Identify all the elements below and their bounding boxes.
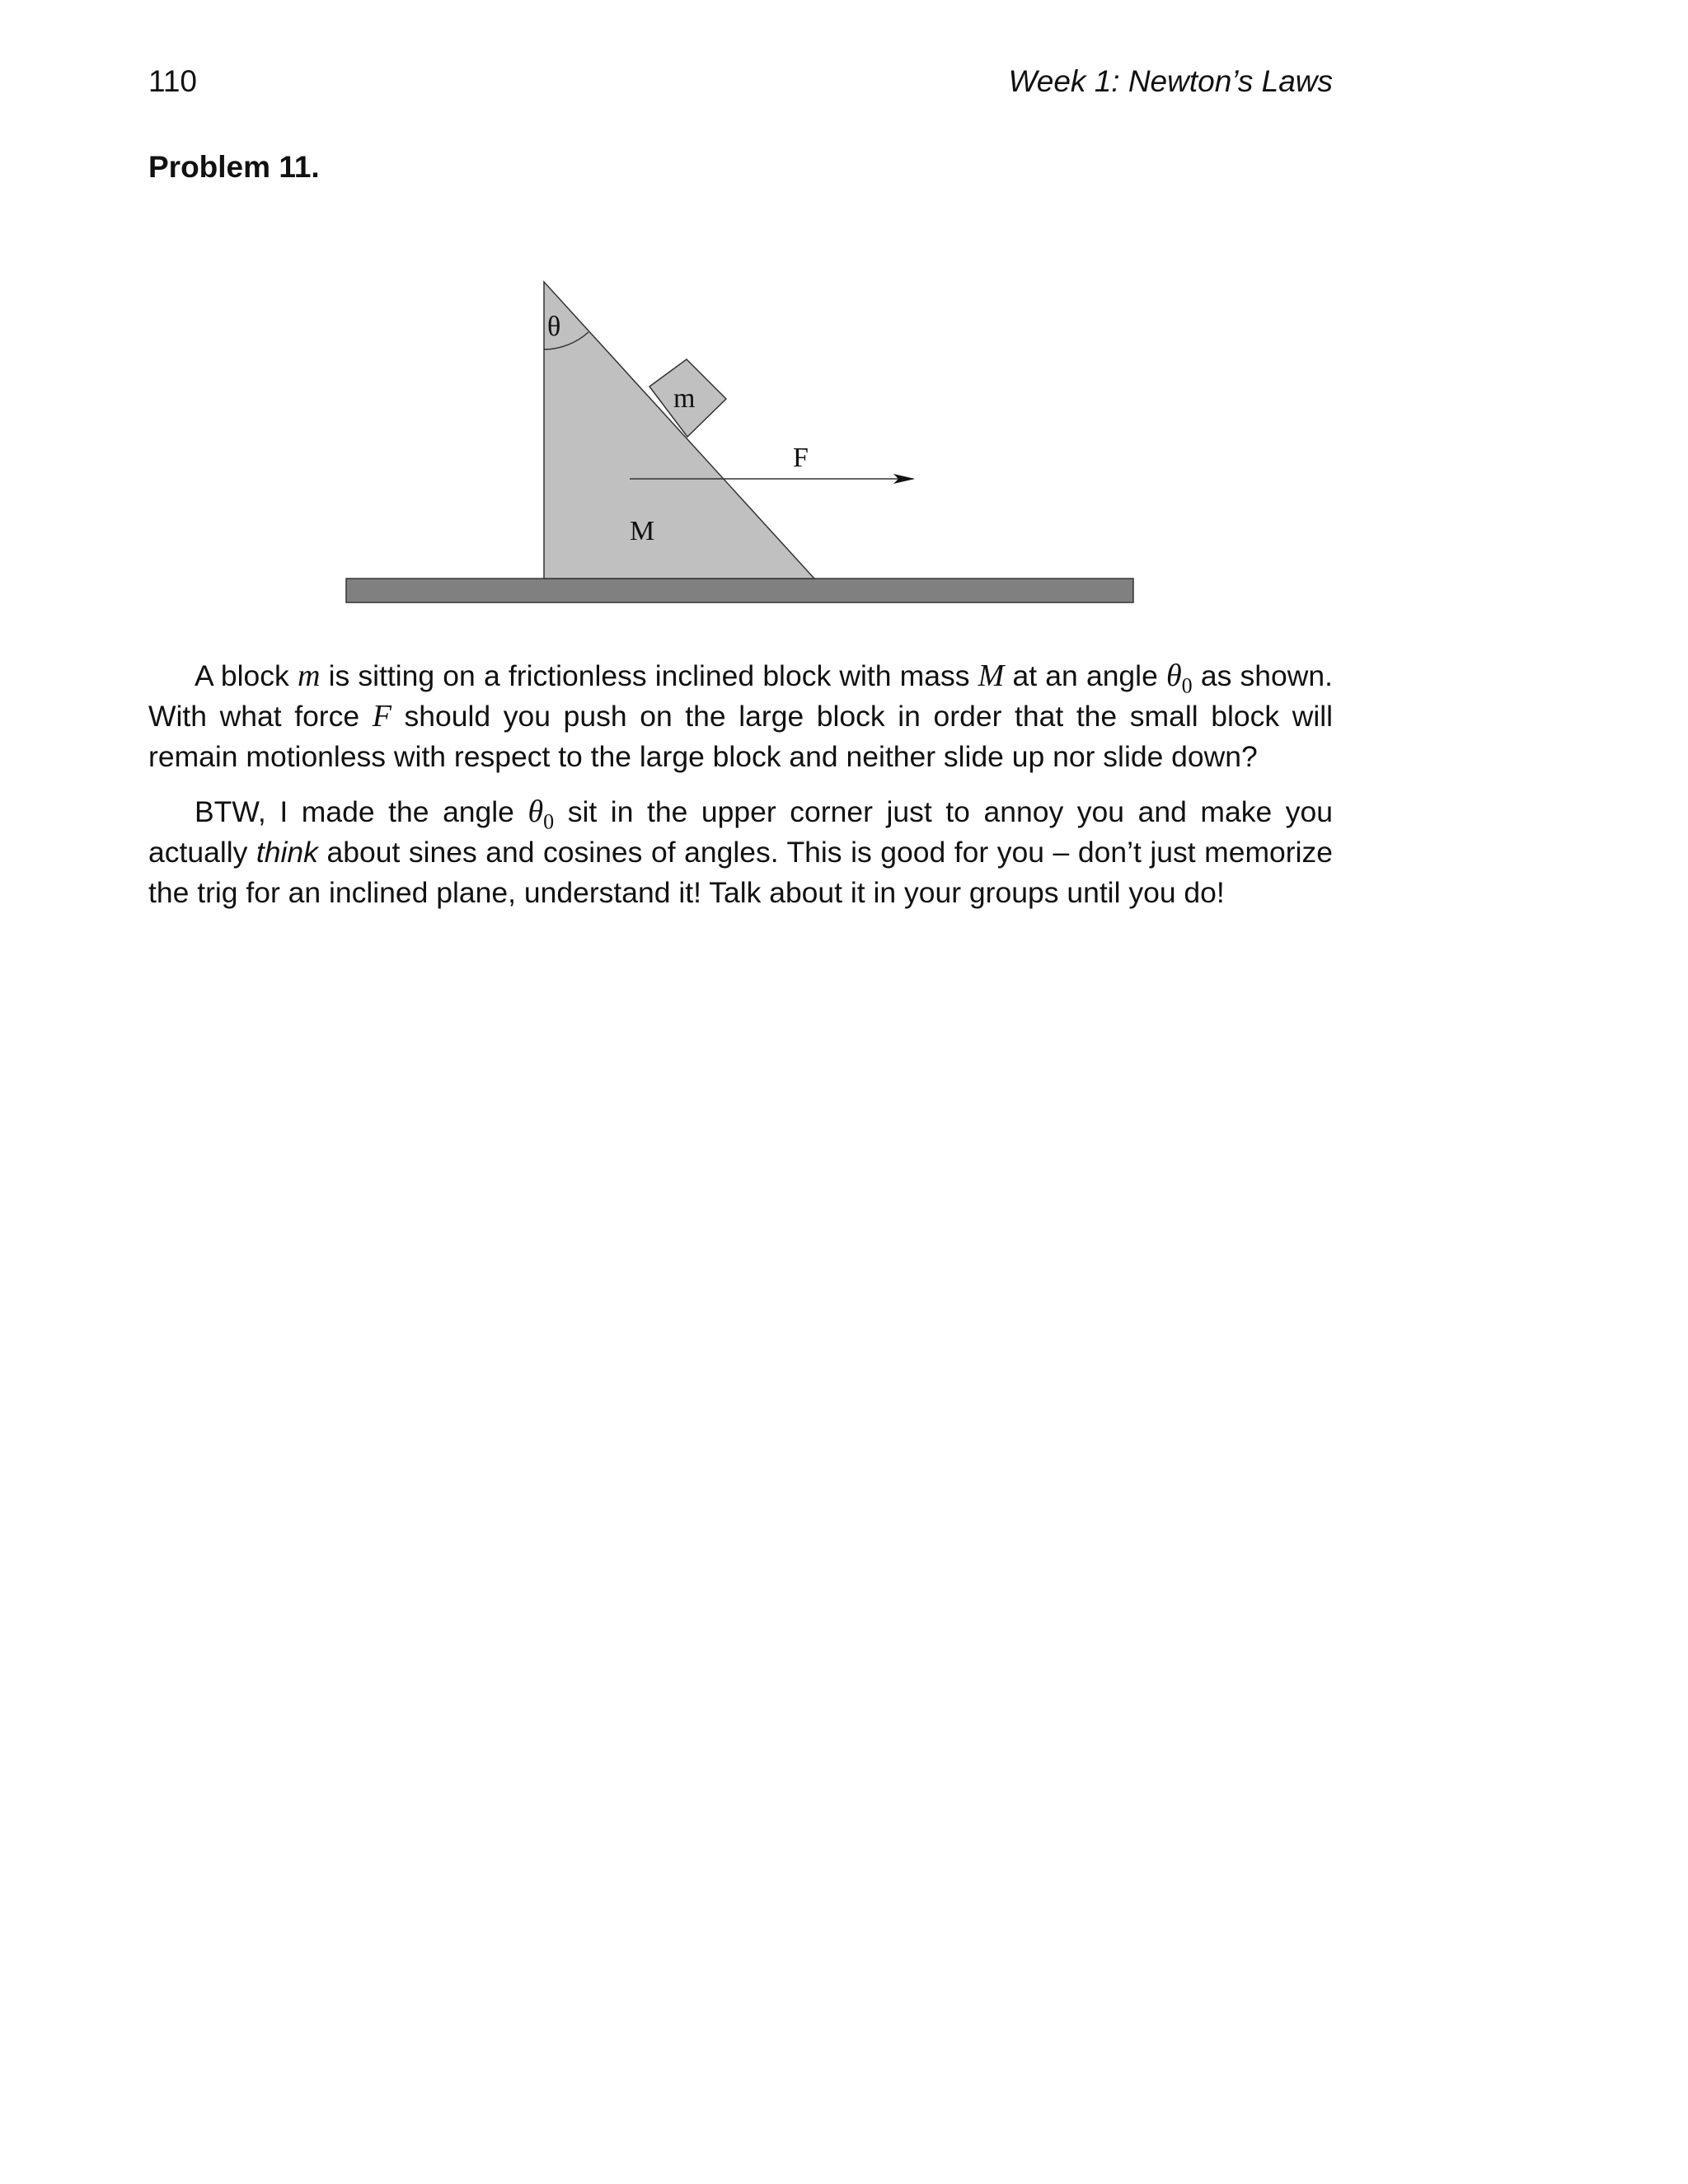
incline-figure — [0, 0, 1688, 626]
text-fragment: is sitting on a frictionless inclined block with mass — [320, 659, 978, 692]
math-subscript: 0 — [1181, 673, 1193, 698]
running-header: Week 1: Newton’s Laws — [1008, 64, 1333, 98]
angle-label: θ — [547, 312, 561, 342]
text-fragment: sit in the upper corner just to annoy you and make you actually — [148, 795, 1333, 869]
problem-paragraph-1 — [148, 656, 1333, 777]
math-subscript: 0 — [543, 809, 555, 834]
large-incline-block — [544, 282, 814, 579]
math-M: M — [978, 658, 1005, 693]
text-fragment: about sines and cosines of angles. This is good for you – don’t just memorize the trig for an inclined plane, understand it! Talk about it in your groups until you do! — [148, 836, 1333, 909]
text-fragment: should you push on the large block in order that the small block will remain motionless with respect to the large block and neither slide up nor slide down? — [148, 700, 1334, 773]
text-fragment: A block — [195, 659, 298, 692]
math-m: m — [297, 658, 321, 693]
text-fragment: as shown. With what force — [148, 659, 1333, 733]
large-block-label: M — [630, 516, 655, 546]
text-fragment: at an angle — [1004, 659, 1166, 692]
force-label: F — [793, 443, 809, 473]
math-theta-0 — [528, 794, 555, 834]
text-fragment: BTW, I made the angle — [195, 795, 528, 828]
small-block-label: m — [673, 383, 696, 414]
page-number: 110 — [148, 64, 197, 98]
math-theta: θ — [528, 794, 544, 829]
problem-body — [148, 656, 1333, 928]
problem-paragraph-2 — [148, 792, 1333, 913]
math-theta: θ — [1166, 658, 1182, 693]
math-theta-0 — [1166, 658, 1193, 698]
math-F: F — [372, 699, 392, 733]
emphasis-think: think — [256, 836, 318, 869]
ground-surface — [346, 579, 1133, 602]
problem-title: Problem 11. — [148, 150, 320, 184]
